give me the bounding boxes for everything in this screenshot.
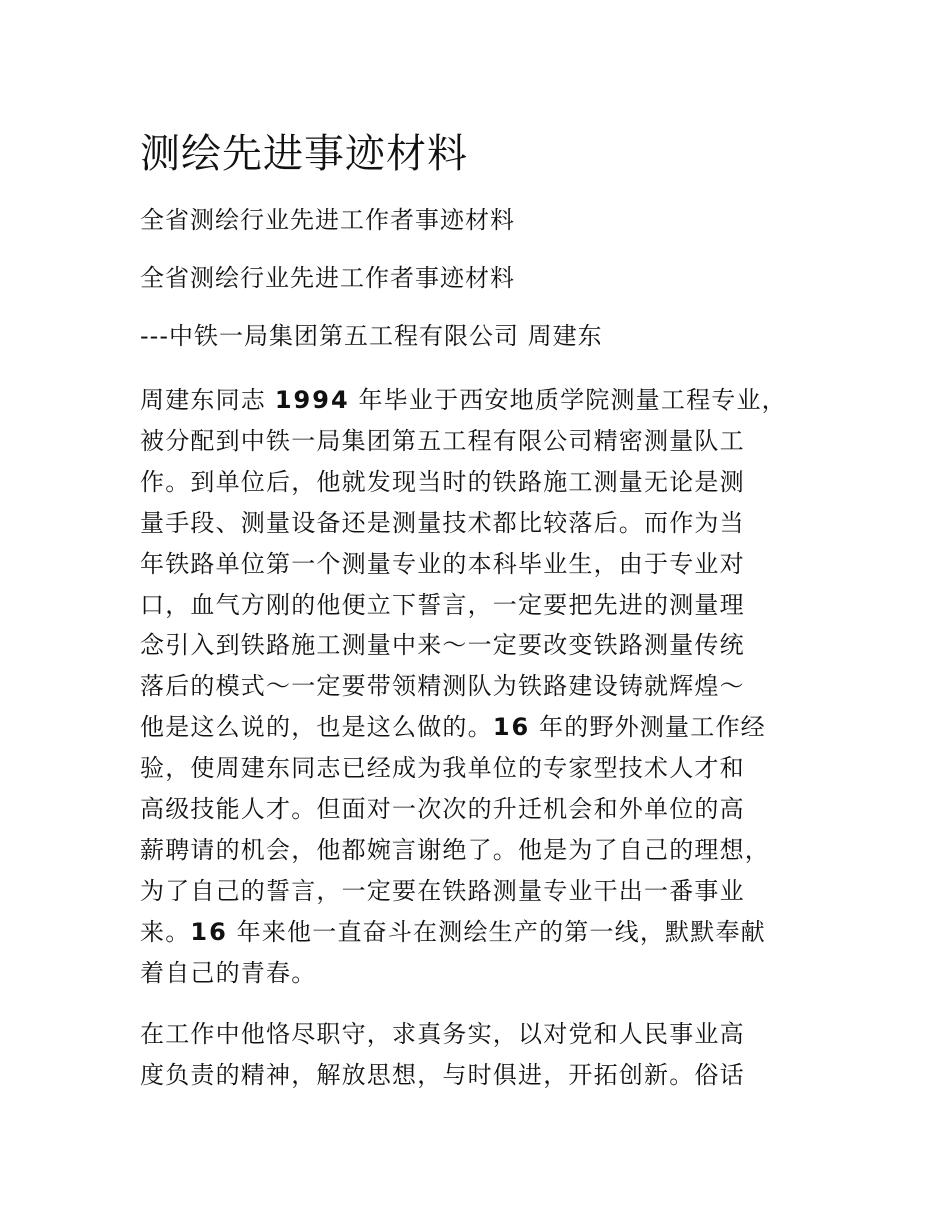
line-text: 高级技能人才。但面对一次次的升迁机会和外单位的高 (140, 795, 745, 824)
line-text: 年的野外测量工作经 (530, 713, 766, 742)
paragraph-1-line (140, 871, 810, 912)
line-text: 年毕业于西安地质学院测量工程专业， (349, 386, 787, 414)
paragraph-1-line (140, 380, 810, 421)
line-text: 验，使周建东同志已经成为我单位的专家型技术人才和 (140, 754, 745, 783)
line-text: 落后的模式～一定要带领精测队为铁路建设铸就辉煌～ (140, 672, 745, 701)
paragraph-1-line (140, 666, 810, 707)
paragraph-1 (140, 380, 810, 994)
number-text: 16 (492, 713, 531, 742)
subtitle-1: 全省测绘行业先进工作者事迹材料 (140, 206, 515, 234)
paragraph-1-line (140, 585, 810, 626)
paragraph-1-line (140, 503, 810, 544)
paragraph-2 (140, 1014, 810, 1096)
line-text: 被分配到中铁一局集团第五工程有限公司精密测量队工 (140, 426, 745, 455)
number-text: 1994 (274, 386, 350, 414)
paragraph-1-line (140, 625, 810, 666)
paragraph-1-line (140, 953, 810, 994)
line-text: 口，血气方刚的他便立下誓言，一定要把先进的测量理 (140, 590, 745, 619)
document-title: 测绘先进事迹材料 (140, 131, 468, 177)
paragraph-2-line: 度负责的精神，解放思想，与时俱进，开拓创新。俗话 (140, 1060, 745, 1089)
paragraph-1-line (140, 421, 810, 462)
line-text: 来。 (140, 917, 191, 946)
number-text: 16 (190, 917, 228, 946)
paragraph-2-line: 在工作中他恪尽职守，求真务实，以对党和人民事业高 (140, 1019, 745, 1048)
line-text: 他是这么说的，也是这么做的。 (140, 713, 493, 742)
line-text: 量手段、测量设备还是测量技术都比较落后。而作为当 (140, 508, 745, 537)
subtitle-2: 全省测绘行业先进工作者事迹材料 (140, 264, 515, 292)
line-text: 年铁路单位第一个测量专业的本科毕业生，由于专业对 (140, 549, 745, 578)
line-text: 为了自己的誓言，一定要在铁路测量专业干出一番事业 (140, 876, 745, 905)
paragraph-1-line (140, 544, 810, 585)
author-line: ---中铁一局集团第五工程有限公司 周建东 (140, 322, 603, 350)
line-text: 周建东同志 (140, 386, 275, 414)
paragraph-1-line (140, 748, 810, 789)
line-text: 薪聘请的机会，他都婉言谢绝了。他是为了自己的理想， (140, 835, 770, 864)
line-text: 年来他一直奋斗在测绘生产的第一线，默默奉献 (227, 917, 766, 946)
paragraph-1-line (140, 707, 810, 748)
paragraph-1-line (140, 830, 810, 871)
paragraph-1-line (140, 789, 810, 830)
line-text: 着自己的青春。 (140, 958, 317, 987)
line-text: 念引入到铁路施工测量中来～一定要改变铁路测量传统 (140, 631, 745, 660)
line-text: 作。到单位后，他就发现当时的铁路施工测量无论是测 (140, 467, 745, 496)
document-page (140, 128, 810, 1115)
paragraph-1-line (140, 462, 810, 503)
paragraph-1-line (140, 912, 810, 953)
